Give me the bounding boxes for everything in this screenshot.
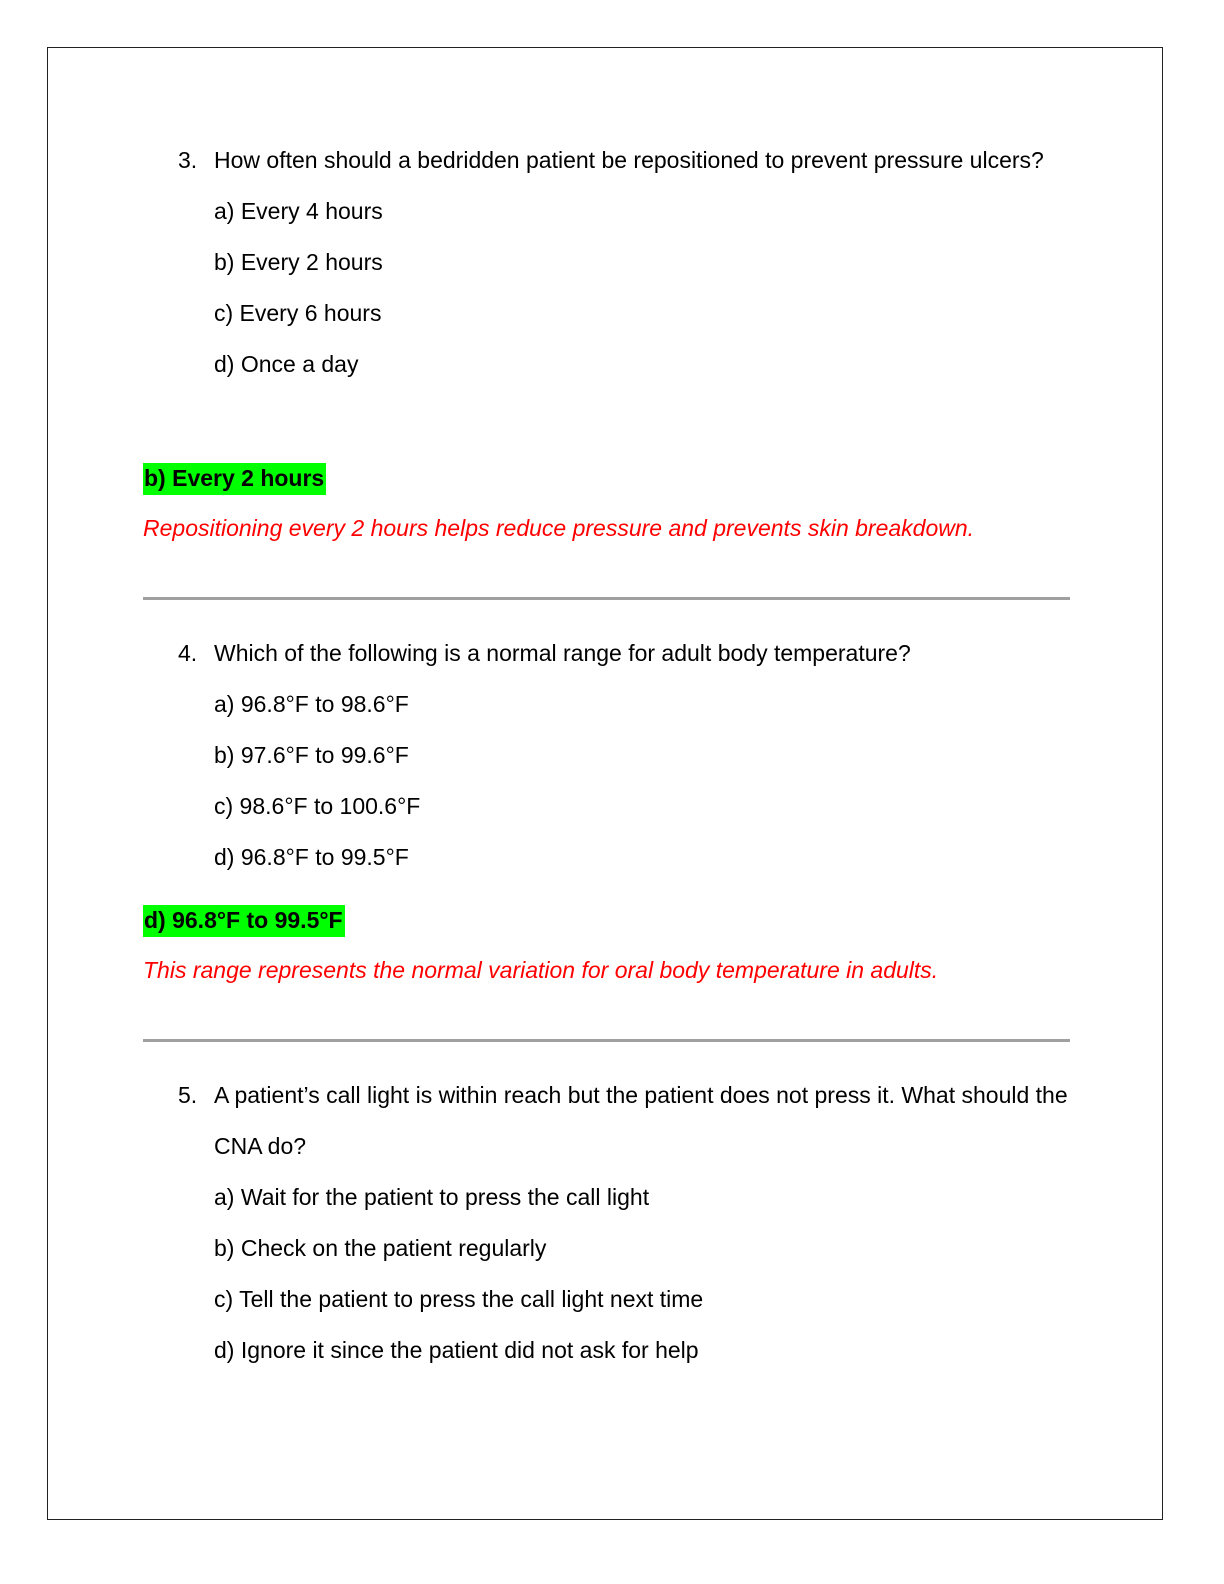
question-3 xyxy=(178,135,1068,390)
question-number: 3. xyxy=(178,147,198,173)
option-b: b) Check on the patient regularly xyxy=(214,1235,547,1261)
question-stem xyxy=(178,628,1068,679)
explanation-4: This range represents the normal variation for oral body temperature in adults. xyxy=(143,957,939,983)
correct-answer-3: b) Every 2 hours xyxy=(143,463,326,495)
option-d: d) Once a day xyxy=(214,351,359,377)
explanation-3: Repositioning every 2 hours helps reduce pressure and prevents skin breakdown. xyxy=(143,515,975,541)
question-text: Which of the following is a normal range for adult body temperature? xyxy=(214,640,911,666)
option-c: c) Every 6 hours xyxy=(214,300,382,326)
option-c: c) 98.6°F to 100.6°F xyxy=(214,793,421,819)
question-stem xyxy=(178,1070,1068,1172)
option-a: a) Wait for the patient to press the call light xyxy=(214,1184,650,1210)
question-text: A patient’s call light is within reach but the patient does not press it. What should the CNA do? xyxy=(214,1082,1068,1159)
question-number: 4. xyxy=(178,640,198,666)
question-4 xyxy=(178,628,1068,883)
correct-answer-4: d) 96.8°F to 99.5°F xyxy=(143,905,345,937)
option-d: d) Ignore it since the patient did not ask for help xyxy=(214,1337,699,1363)
option-c: c) Tell the patient to press the call light next time xyxy=(214,1286,704,1312)
question-5 xyxy=(178,1070,1068,1376)
option-a: a) Every 4 hours xyxy=(214,198,383,224)
option-a: a) 96.8°F to 98.6°F xyxy=(214,691,409,717)
question-number: 5. xyxy=(178,1082,198,1108)
option-b: b) 97.6°F to 99.6°F xyxy=(214,742,409,768)
option-d: d) 96.8°F to 99.5°F xyxy=(214,844,409,870)
section-divider xyxy=(143,1039,1070,1042)
question-text: How often should a bedridden patient be repositioned to prevent pressure ulcers? xyxy=(214,147,1044,173)
section-divider xyxy=(143,597,1070,600)
option-b: b) Every 2 hours xyxy=(214,249,383,275)
question-stem xyxy=(178,135,1068,186)
